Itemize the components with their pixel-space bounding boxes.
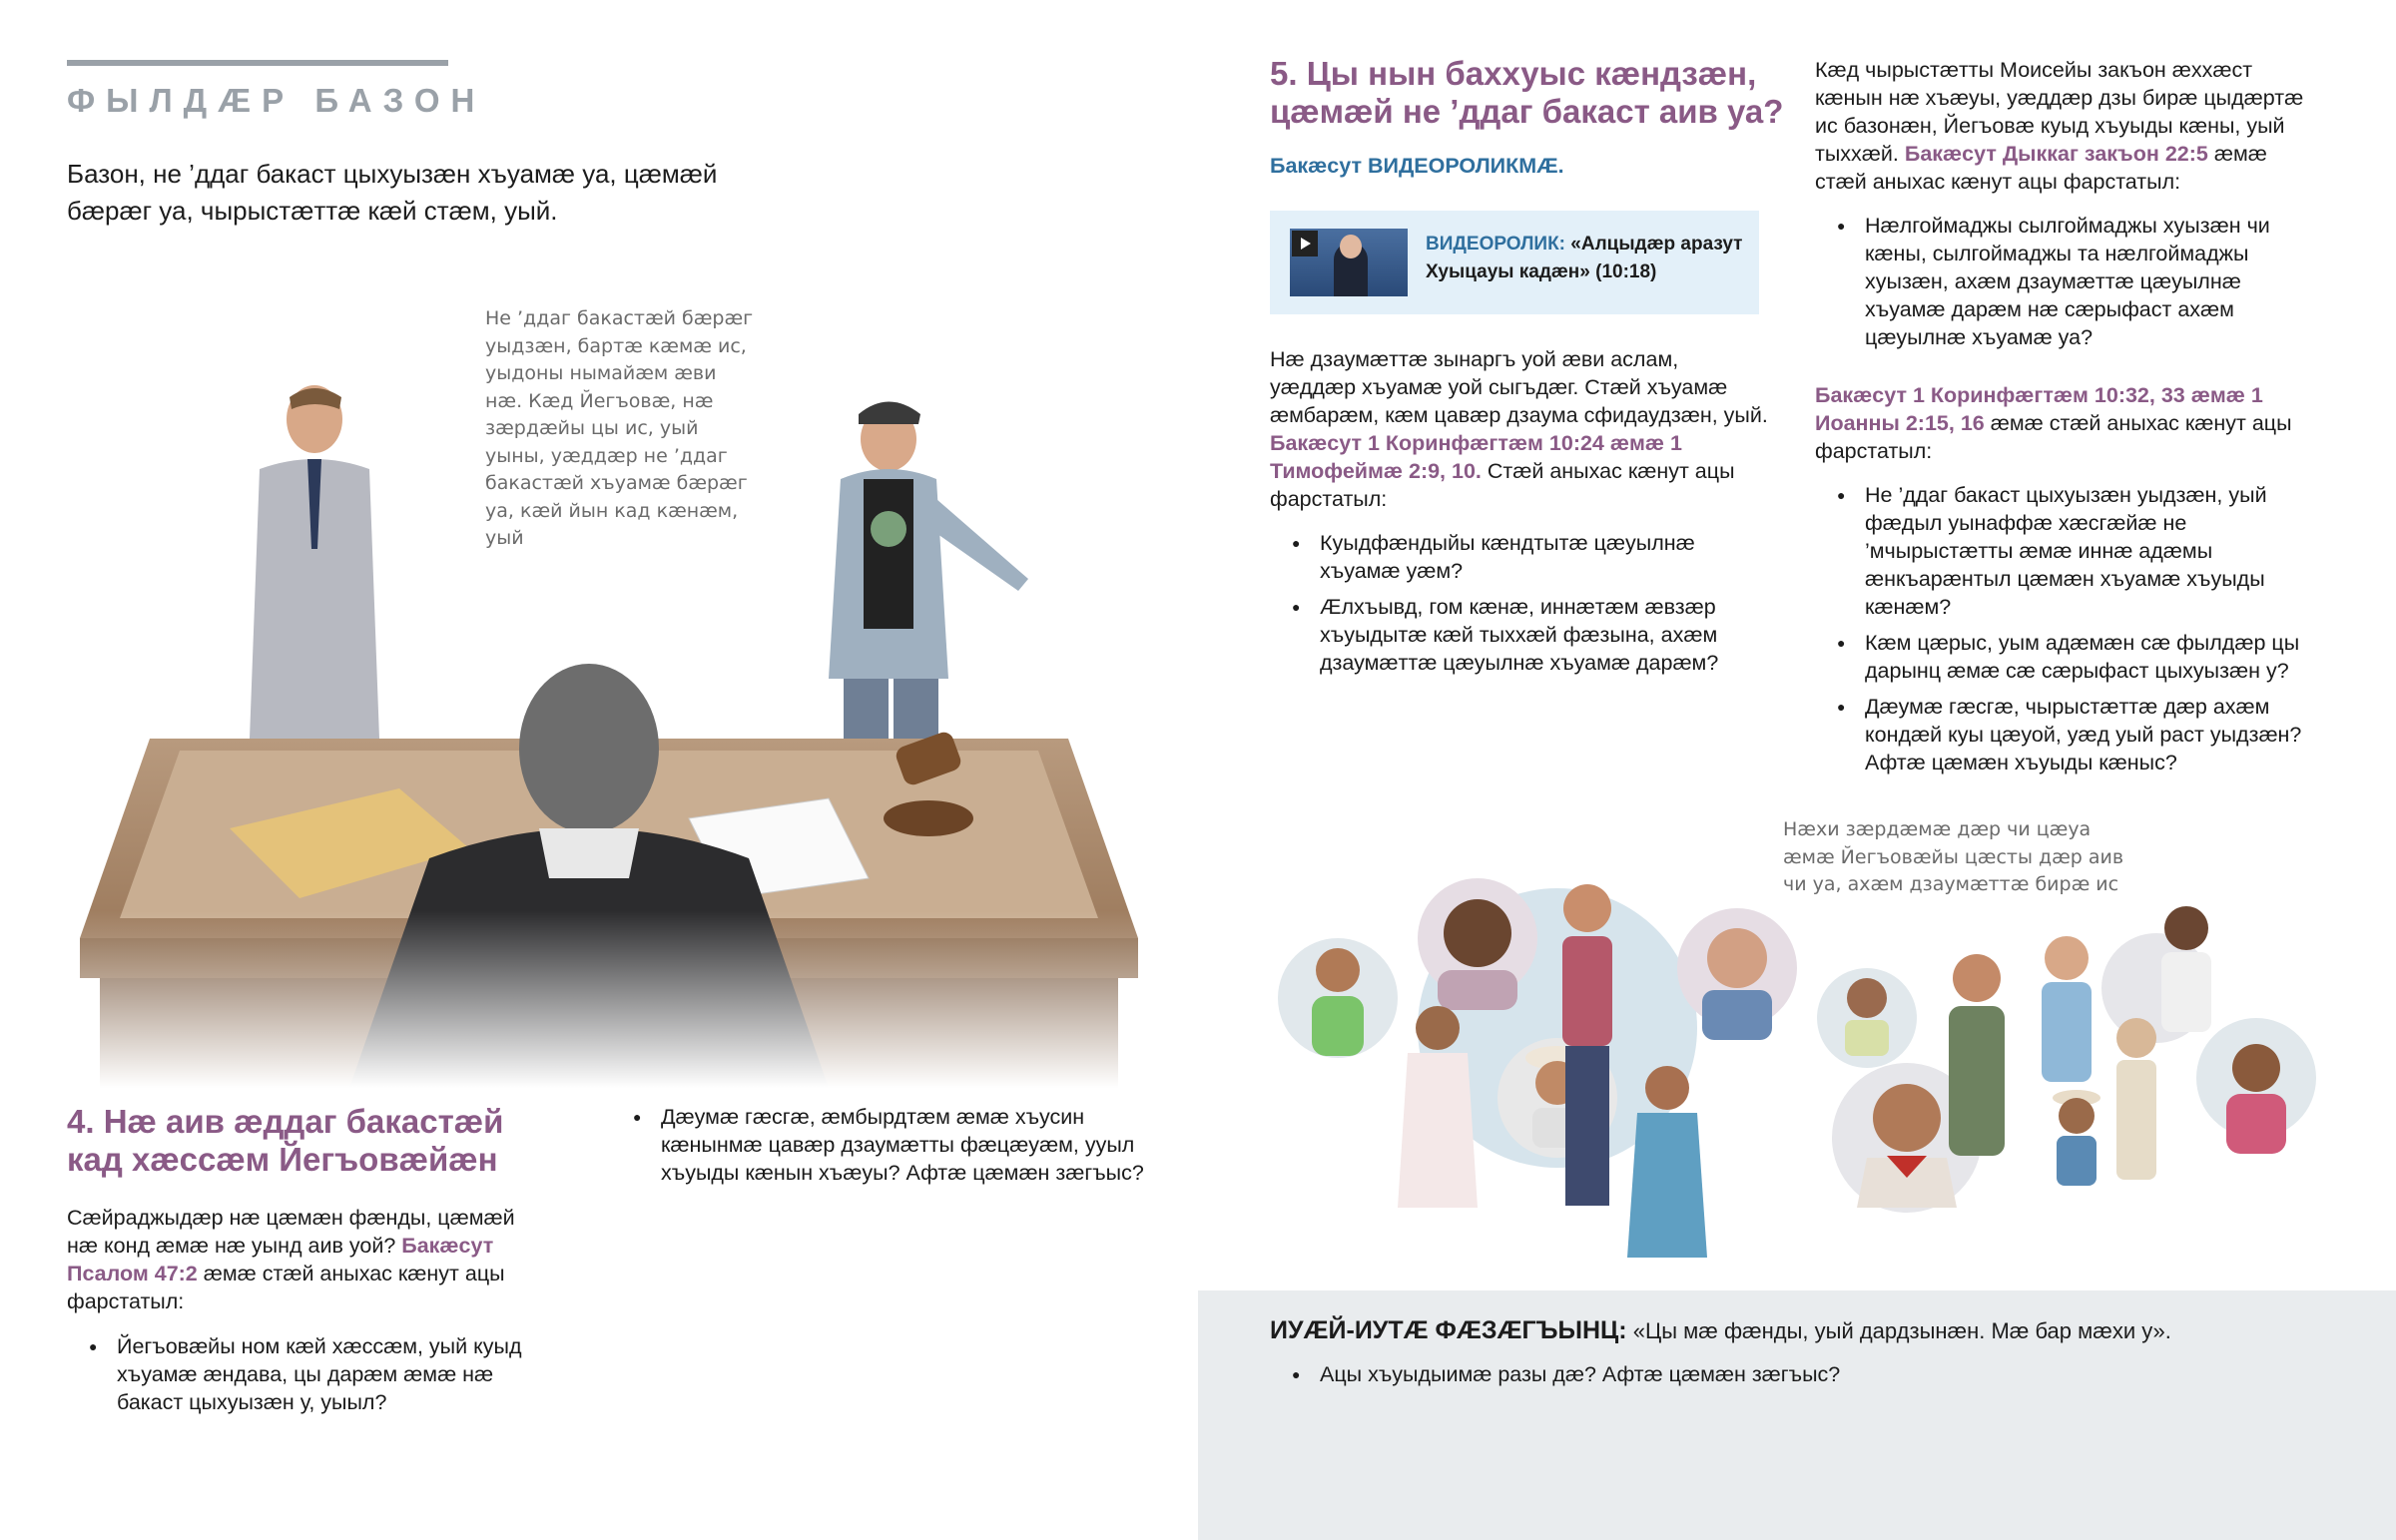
section-rule	[67, 60, 448, 66]
scripture-link-psalm-47-2[interactable]: Бакæсут Псалом 47:2	[67, 1234, 494, 1285]
play-icon[interactable]	[1292, 231, 1318, 257]
objection-label: ИУÆЙ-ИУТÆ ФÆЗÆГЪЫНЦ:	[1270, 1316, 1627, 1344]
list-item: ● Æлхъывд, гом кæнæ, иннæтæм æвзæр хъуыдытæ кæй тыххæй фæзына, ахæм дзаумæттæ цæуылнæ хъуамæ дарæм?	[1288, 593, 1767, 677]
video-link[interactable]: ВИДЕОРОЛИКМÆ.	[1367, 154, 1564, 178]
scripture-link-deut-22-5[interactable]: Бакæсут Дыккаг закъон 22:5	[1904, 142, 2208, 166]
list-item: ● Нæлгоймаджы сылгоймаджы хуызæн чи кæны, сылгоймаджы та нæлгоймаджы хуызæн, ахæм дзаумæттæ цæуылнæ хъуамæ дарæм нæ сæрыфаст ахæм цæуылнæ хъуамæ уа?	[1833, 212, 2322, 351]
people-illustration	[1278, 878, 2316, 1297]
people-caption: Нæхи зæрдæмæ дæр чи цæуа æмæ Йегъовæйы цæсты дæр аив чи уа, ахæм дзаумæттæ бирæ ис	[1783, 818, 2124, 895]
objection-statement	[1270, 1316, 2368, 1345]
scripture-link-1-cor-10-24[interactable]: Бакæсут 1 Коринфæгтæм 10:24 æмæ 1 Тимофеймæ 2:9, 10.	[1270, 431, 1682, 483]
court-caption: Не ’ддаг бакастæй бæрæг уыдзæн, бартæ кæмæ ис, уыдоны нымайæм æви нæ. Кæд Йегъовæ, нæ зæрдæйы цы ис, уый уыны, уæддæр не ’ддаг бакастæй хъуамæ бæрæг уа, кæй йын кад кæнæм, уый	[485, 307, 754, 549]
video-box[interactable]	[1270, 211, 1759, 314]
intro-text: Базон, не ’ддаг бакаст цыхуызæн хъуамæ уа, цæмæй бæрæг уа, чырыстæттæ кæй стæм, уый.	[67, 159, 718, 226]
section-4-paragraph: Сæйраджыдæр нæ цæмæн фæнды, цæмæй нæ конд æмæ нæ уынд аив уой? Бакæсут Псалом 47:2 æмæ стæй аныхас кæнут ацы фарстатыл:	[67, 1206, 515, 1313]
section-5-questions-1	[1288, 529, 1767, 685]
section-4-heading: 4. Нæ аив æддаг бакастæй кад хæссæм Йегъовæйæн	[67, 1103, 504, 1178]
list-item: ● Куыдфæндыйы кæндтытæ цæуылнæ хъуамæ уæм?	[1288, 529, 1767, 585]
objection-questions	[1288, 1360, 2286, 1396]
objection-panel	[1198, 1290, 2396, 1540]
play-triangle-icon	[1298, 237, 1312, 251]
list-item: ● Ацы хъуыдыимæ разы дæ? Афтæ цæмæн зæгъыс?	[1288, 1360, 2286, 1388]
section-4-questions-left	[85, 1332, 554, 1424]
section-4-questions-right	[629, 1103, 1148, 1195]
video-caption	[1426, 231, 1745, 286]
section-5-heading: 5. Цы нын баххуыс кæндзæн, цæмæй не ’ддаг бакаст аив уа?	[1270, 55, 1784, 130]
section-5-paragraph-1: Нæ дзаумæттæ зынаргъ уой æви аслам, уæддæр хъуамæ уой сыгъдæг. Стæй хъуамæ æмбарæм, кæм цавæр дзаума сфидаудзæн, уый. Бакæсут 1 Коринфæгтæм 10:24 æмæ 1 Тимофеймæ 2:9, 10. Стæй аныхас кæнут ацы фарстатыл:	[1270, 347, 1768, 511]
list-item: ● Йегъовæйы ном кæй хæссæм, уый куыд хъуамæ æндава, цы дарæм æмæ нæ бакаст цыхуызæн у, уыыл?	[85, 1332, 554, 1416]
section-5-paragraph-3: Бакæсут 1 Коринфæгтæм 10:32, 33 æмæ 1 Иоанны 2:15, 16 æмæ стæй аныхас кæнут ацы фарстатыл:	[1815, 383, 2292, 463]
list-item: ● Не ’ддаг бакаст цыхуызæн уыдзæн, уый фæдыл уынаффæ хæсгæйæ не ’мчырыстæтты æмæ иннæ адæмы æнкъарæнтыл цæмæн хъуамæ хъуыды кæнæм?	[1833, 481, 2332, 621]
section-5-questions-3	[1833, 481, 2332, 784]
video-title: «Алцыдæр аразут Хуыцауы кадæн» (10:18)	[1426, 234, 1743, 282]
section-label: ФЫЛДÆР БАЗОН	[67, 82, 486, 119]
list-item: ● Дæумæ гæсгæ, чырыстæттæ дæр ахæм кондæй куы цæуой, уæд уый раст уыдзæн? Афтæ цæмæн хъуыды кæныс?	[1833, 693, 2332, 776]
video-label: ВИДЕОРОЛИК:	[1426, 234, 1566, 255]
objection-quote: «Цы мæ фæнды, уый дардзынæн. Мæ бар мæхи у».	[1626, 1318, 2171, 1343]
list-item: ● Кæм цæрыс, уым адæмæн сæ фылдæр цы дарынц æмæ сæ сæрыфаст цыхуызæн у?	[1833, 629, 2332, 685]
video-prompt: Бакæсут ВИДЕОРОЛИКМÆ.	[1270, 154, 1564, 178]
video-thumbnail[interactable]	[1290, 229, 1408, 296]
section-5-questions-2	[1833, 212, 2322, 359]
scripture-link-1-cor-10-32[interactable]: Бакæсут 1 Коринфæгтæм 10:32, 33 æмæ 1 Иоанны 2:15, 16	[1815, 383, 2263, 435]
list-item: ● Дæумæ гæсгæ, æмбырдтæм æмæ хъусин кæнынмæ цавæр дзаумæтты фæцæуæм, ууыл хъуыды кæнын хъæуы? Афтæ цæмæн зæгъыс?	[629, 1103, 1148, 1187]
section-5-paragraph-2: Кæд чырыстæтты Моисейы закъон æххæст кæнын нæ хъæуы, уæддæр дзы бирæ цыдæртæ ис базонæн, Йегъовæ куыд хъуыды кæны, уый тыххæй. Бакæсут Дыккаг закъон 22:5 æмæ стæй аныхас кæнут ацы фарстатыл:	[1815, 58, 2304, 194]
